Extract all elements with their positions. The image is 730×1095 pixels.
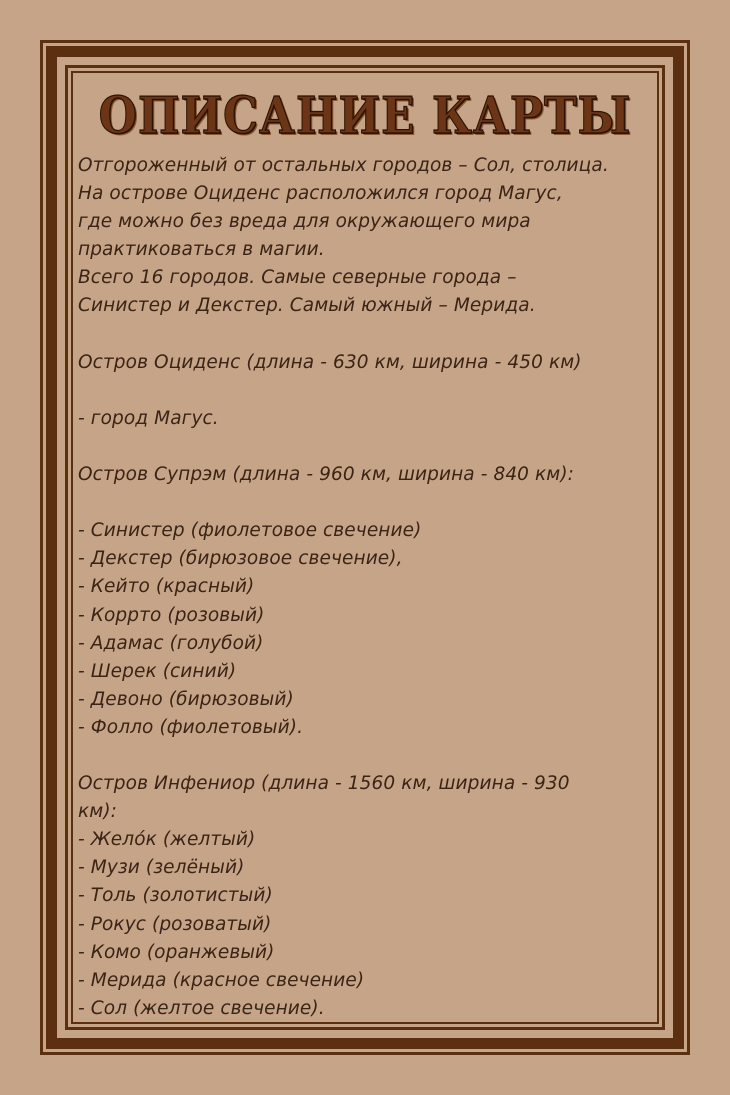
city-item: - Декстер (бирюзовое свечение), xyxy=(78,548,403,570)
city-item: - Толь (золотистый) xyxy=(78,885,273,907)
city-item: - Сол (желтое свечение). xyxy=(78,997,325,1019)
city-item: - Фолло (фиолетовый). xyxy=(78,716,304,738)
text-line: На острове Оциденс расположился город Магус, xyxy=(78,183,563,205)
map-description xyxy=(78,152,658,1023)
island-heading-ocidens: Остров Оциденс (длина - 630 км, ширина - 450 км) xyxy=(78,351,582,373)
page-title: ОПИСАНИЕ КАРТЫ xyxy=(98,86,632,146)
island-heading-infenior: Остров Инфениор (длина - 1560 км, ширина - 930 xyxy=(78,773,570,795)
city-item: - Мерида (красное свечение) xyxy=(78,969,365,991)
blank-line xyxy=(78,742,658,770)
city-item: - город Магус. xyxy=(78,407,219,429)
blank-line xyxy=(78,433,658,461)
blank-line xyxy=(78,321,658,349)
text-line: Отгороженный от остальных городов – Сол, столица. xyxy=(78,155,609,176)
city-item: - Рокус (розоватый) xyxy=(78,913,272,935)
city-item: - Девоно (бирюзовый) xyxy=(78,688,294,710)
city-item: - Комо (оранжевый) xyxy=(78,941,275,963)
city-item: - Синистер (фиолетовое свечение) xyxy=(78,520,422,542)
island-heading-suprem: Остров Супрэм (длина - 960 км, ширина - 840 км): xyxy=(78,464,575,486)
city-item: - Желóк (желтый) xyxy=(78,829,256,851)
blank-line xyxy=(78,377,658,405)
island-heading-infenior-cont: км): xyxy=(78,801,117,823)
city-item: - Коррто (розовый) xyxy=(78,604,265,626)
text-line: Всего 16 городов. Самые северные города – xyxy=(78,267,517,289)
blank-line xyxy=(78,489,658,517)
city-item: - Кейто (красный) xyxy=(78,576,255,598)
text-line: Синистер и Декстер. Самый южный – Мерида. xyxy=(78,295,536,317)
text-line: практиковаться в магии. xyxy=(78,239,325,261)
city-item: - Шерек (синий) xyxy=(78,660,237,682)
text-line: где можно без вреда для окружающего мира xyxy=(78,211,531,233)
city-item: - Музи (зелёный) xyxy=(78,857,245,879)
city-item: - Адамас (голубой) xyxy=(78,632,264,654)
